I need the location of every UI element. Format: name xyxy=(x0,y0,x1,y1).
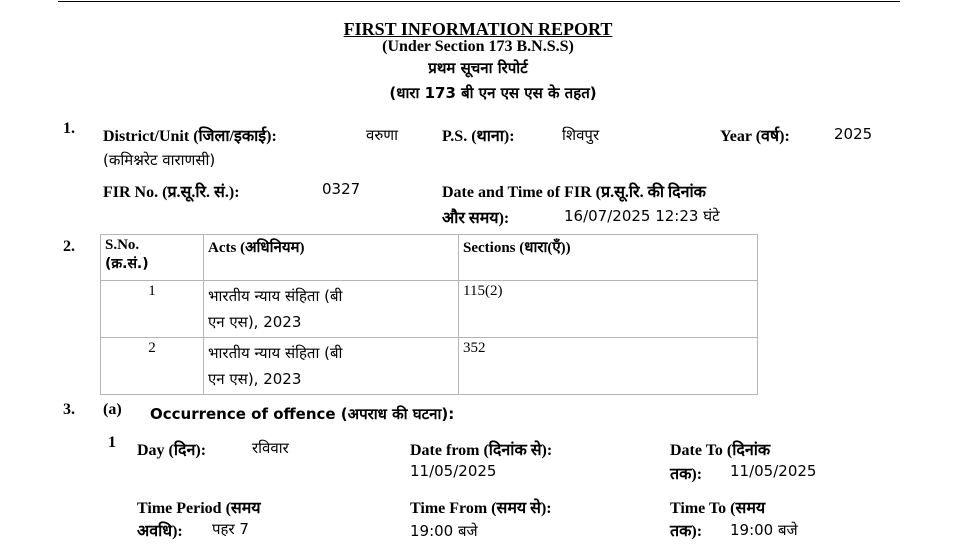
sections-header-text: Sections (धारा(एँ)) xyxy=(463,240,571,256)
day-label: Day (दिन): xyxy=(137,442,207,459)
year-label: Year (वर्ष): xyxy=(720,128,790,145)
sno-header-text: S.No. xyxy=(105,237,140,253)
police-station-label: P.S. (थाना): xyxy=(442,128,515,145)
acts-header xyxy=(204,235,459,281)
section-1-number: 1. xyxy=(63,120,75,137)
report-title: FIRST INFORMATION REPORT xyxy=(343,19,613,39)
time-period-label: Time Period (समय xyxy=(137,500,261,517)
table-header-row xyxy=(101,235,758,281)
table-row xyxy=(101,338,758,395)
row-act-line2: एन एस), 2023 xyxy=(208,313,302,331)
occurrence-heading: Occurrence of offence (अपराध की घटना): xyxy=(150,405,455,423)
fir-date-label: Date and Time of FIR (प्र.सू.रि. की दिनांक xyxy=(442,184,706,201)
fir-date-label-line2: और समय): xyxy=(442,210,510,227)
row-section: 115(2) xyxy=(459,281,758,338)
sections-header xyxy=(459,235,758,281)
time-from-value: 19:00 बजे xyxy=(410,522,478,540)
district-value: वरुणा xyxy=(366,126,399,144)
top-border-line xyxy=(58,1,900,2)
row-act-line1: भारतीय न्याय संहिता (बी xyxy=(208,287,343,305)
police-station-value: शिवपुर xyxy=(562,126,600,144)
district-value-line2: (कमिश्नरेट वाराणसी) xyxy=(103,151,216,169)
fir-date-value: 16/07/2025 12:23 घंटे xyxy=(564,207,720,225)
report-subtitle-hindi: (धारा 173 बी एन एस एस के तहत) xyxy=(389,84,597,102)
section-2-number: 2. xyxy=(63,238,75,255)
row-act-line1: भारतीय न्याय संहिता (बी xyxy=(208,344,343,362)
fir-number-value: 0327 xyxy=(322,180,361,198)
fir-number-label: FIR No. (प्र.सू.रि. सं.): xyxy=(103,184,240,201)
row-sno: 2 xyxy=(101,338,204,395)
report-subtitle: (Under Section 173 B.N.S.S) xyxy=(382,38,574,55)
time-to-value: 19:00 बजे xyxy=(730,521,798,539)
time-to-label: Time To (समय xyxy=(670,500,766,517)
time-period-value: पहर 7 xyxy=(212,520,249,538)
row-section: 352 xyxy=(459,338,758,395)
date-to-label: Date To (दिनांक xyxy=(670,442,771,459)
occurrence-item-number: 1 xyxy=(108,434,116,451)
sno-header xyxy=(101,235,204,281)
report-title-hindi: प्रथम सूचना रिपोर्ट xyxy=(428,59,528,77)
row-act-line2: एन एस), 2023 xyxy=(208,370,302,388)
sno-header-hindi: (क्र.सं.) xyxy=(105,256,149,272)
row-sno: 1 xyxy=(101,281,204,338)
date-to-label-line2: तक): xyxy=(670,466,703,483)
time-period-label-line2: अवधि): xyxy=(137,523,183,540)
section-3-sub: (a) xyxy=(103,401,122,418)
row-act xyxy=(204,338,459,395)
year-value: 2025 xyxy=(834,125,873,143)
day-value: रविवार xyxy=(252,439,289,457)
time-from-label: Time From (समय से): xyxy=(410,500,552,517)
table-row xyxy=(101,281,758,338)
district-label: District/Unit (जिला/इकाई): xyxy=(103,128,277,145)
acts-sections-table xyxy=(100,234,758,395)
time-to-label-line2: तक): xyxy=(670,523,703,540)
date-from-value: 11/05/2025 xyxy=(410,462,497,480)
section-3-number: 3. xyxy=(63,401,75,418)
acts-header-text: Acts (अधिनियम) xyxy=(208,240,305,256)
row-act xyxy=(204,281,459,338)
date-from-label: Date from (दिनांक से): xyxy=(410,442,553,459)
date-to-value: 11/05/2025 xyxy=(730,462,817,480)
